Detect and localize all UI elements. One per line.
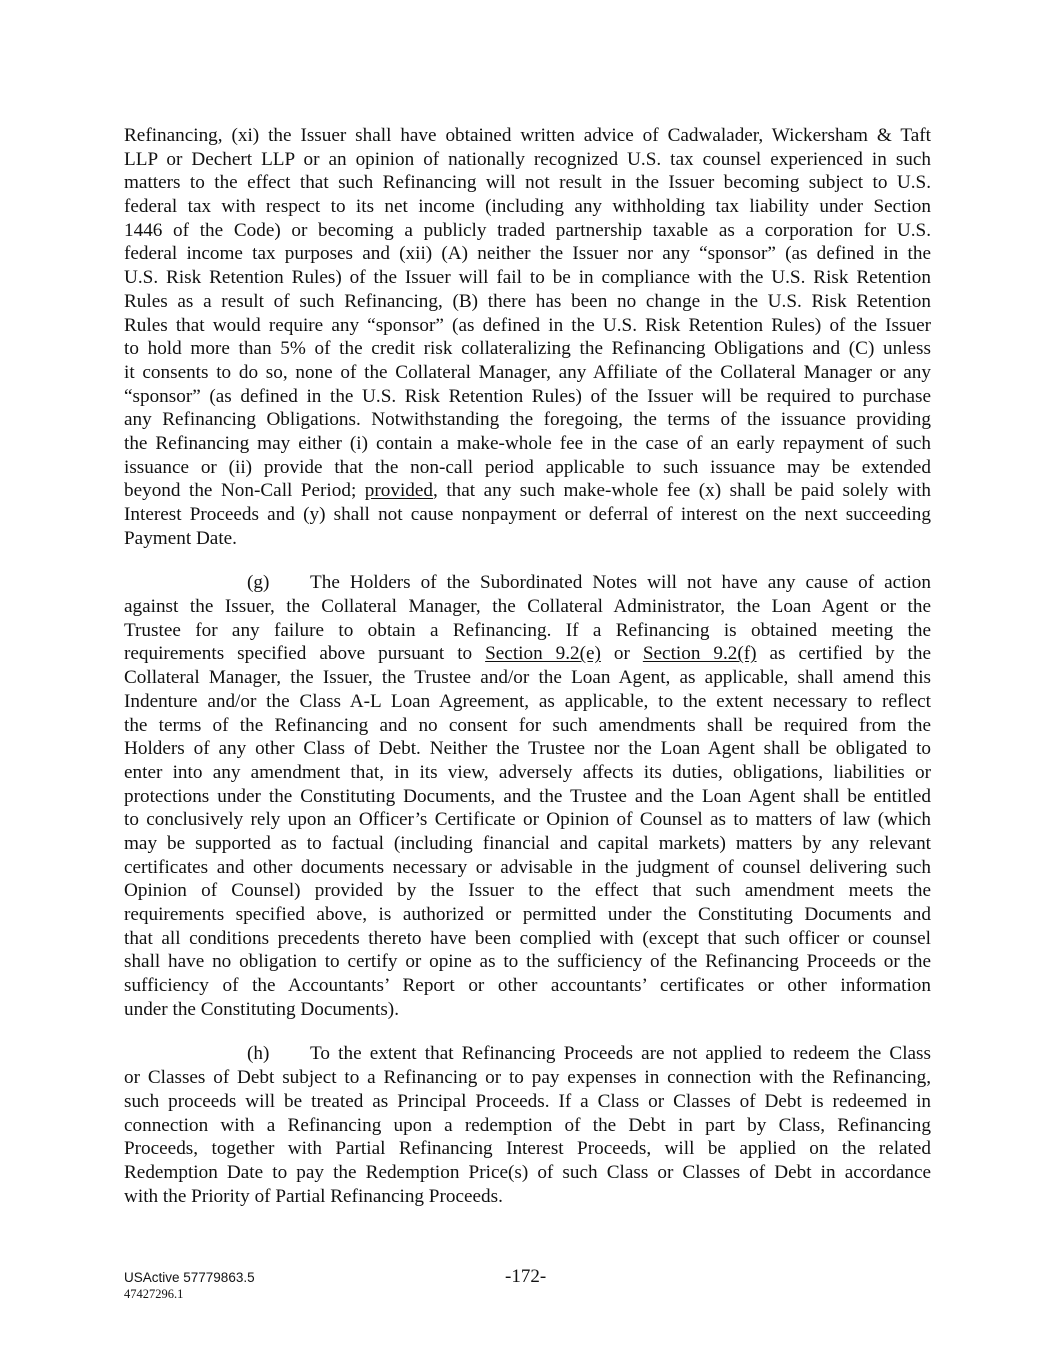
paragraph-h: [124, 1042, 931, 1208]
text-line: to hold more than 5% of the credit risk collateralizing the Refinancing Obligations and (C) unless: [124, 338, 931, 360]
text-line: with the Priority of Partial Refinancing Proceeds.: [124, 1185, 503, 1207]
text-line: shall have no obligation to certify or opine as to the sufficiency of the Refinancing Proceeds or the: [124, 951, 931, 973]
text-line: Rules as a result of such Refinancing, (B) there has been no change in the U.S. Risk Retention: [124, 290, 931, 312]
text-line: Interest Proceeds and (y) shall not cause nonpayment or deferral of interest on the next succeeding: [124, 504, 931, 525]
text-segment: The Holders of the Subordinated Notes will not have any cause of action: [310, 572, 931, 594]
text-line: may be supported as to factual (including financial and capital markets) matters by any relevant: [124, 832, 931, 854]
text-line: LLP or Dechert LLP or an opinion of nationally recognized U.S. tax counsel experienced in such: [124, 148, 931, 170]
paragraph-label: (g): [247, 572, 270, 594]
text-line: matters to the effect that such Refinancing will not result in the Issuer becoming subject to U.S.: [124, 172, 931, 194]
text-line: requirements specified above, is authorized or permitted under the Constituting Documents and: [124, 904, 931, 925]
text-line: Holders of any other Class of Debt. Neither the Trustee nor the Loan Agent shall be obligated to: [124, 738, 931, 760]
text-line: certificates and other documents necessary or advisable in the judgment of counsel delivering such: [124, 856, 931, 878]
text-line: Collateral Manager, the Issuer, the Trustee and/or the Loan Agent, as applicable, shall amend this: [124, 667, 931, 689]
text-line: Indenture and/or the Class A-L Loan Agreement, as applicable, to the extent necessary to reflect: [124, 690, 931, 712]
text-line: any Refinancing Obligations. Notwithstanding the foregoing, the terms of the issuance providing: [124, 409, 931, 431]
text-line: issuance or (ii) provide that the non-call period applicable to such issuance may be extended: [124, 456, 931, 478]
text-line: sufficiency of the Accountants’ Report or other accountants’ certificates or other information: [124, 975, 931, 997]
text-line: Payment Date.: [124, 527, 237, 549]
text-line: 1446 of the Code) or becoming a publicly traded partnership taxable as a corporation for U.S.: [124, 219, 931, 241]
text-line: to conclusively rely upon an Officer’s Certificate or Opinion of Counsel as to matters of law (which: [124, 809, 931, 831]
footer-document-ids: [124, 1270, 255, 1303]
text-line: the terms of the Refinancing and no consent for such amendments shall be required from the: [124, 714, 931, 736]
text-line: against the Issuer, the Collateral Manager, the Collateral Administrator, the Loan Agent or the: [124, 596, 931, 618]
doc-id-primary: USActive 57779863.5: [124, 1270, 255, 1285]
text-line: the Refinancing may either (i) contain a make-whole fee in the case of an early repayment of such: [124, 432, 931, 454]
text-line: Proceeds, together with Partial Refinancing Interest Proceeds, will be applied on the related: [124, 1138, 931, 1160]
text-segment: To the extent that Refinancing Proceeds are not applied to redeem the Class: [310, 1043, 931, 1065]
text-line: Trustee for any failure to obtain a Refinancing. If a Refinancing is obtained meeting the: [124, 619, 931, 641]
text-line: connection with a Refinancing upon a redemption of the Debt in part by Class, Refinancing: [124, 1114, 931, 1136]
text-segment: beyond the Non-Call Period;: [124, 480, 365, 502]
document-page: [124, 124, 931, 1208]
text-line: Opinion of Counsel) provided by the Issuer to the effect that such amendment meets the: [124, 880, 931, 902]
text-line: U.S. Risk Retention Rules) of the Issuer will fail to be in compliance with the U.S. Risk Retention: [124, 267, 931, 289]
section-reference-link[interactable]: Section 9.2(f): [642, 643, 757, 665]
text-line: [124, 642, 931, 666]
text-line: federal income tax purposes and (xii) (A) neither the Issuer nor any “sponsor” (as defined in the: [124, 243, 931, 265]
paragraph-label: (h): [247, 1043, 270, 1065]
text-segment: , that any such make-whole fee (x) shall be paid solely with: [433, 480, 931, 502]
paragraph-g: [124, 571, 931, 1021]
text-line: Rules that would require any “sponsor” (as defined in the U.S. Risk Retention Rules) of the Issuer: [124, 314, 931, 336]
text-line: “sponsor” (as defined in the U.S. Risk Retention Rules) of the Issuer will be required to purchase: [124, 385, 931, 407]
text-line: [124, 479, 931, 503]
text-line: protections under the Constituting Documents, and the Trustee and the Loan Agent shall be entitled: [124, 785, 931, 807]
text-line: federal tax with respect to its net income (including any withholding tax liability under Section: [124, 196, 931, 218]
text-line: enter into any amendment that, in its view, adversely affects its duties, obligations, liabilities or: [124, 761, 931, 783]
text-segment: or: [600, 643, 643, 665]
text-line: such proceeds will be treated as Principal Proceeds. If a Class or Classes of Debt is redeemed in: [124, 1090, 931, 1112]
text-segment: as certified by the: [756, 643, 931, 665]
text-line: Redemption Date to pay the Redemption Price(s) of such Class or Classes of Debt in accordance: [124, 1161, 931, 1183]
doc-id-secondary: 47427296.1: [124, 1287, 184, 1301]
text-line: Refinancing, (xi) the Issuer shall have obtained written advice of Cadwalader, Wickersham & Taft: [124, 125, 931, 146]
text-line: it consents to do so, none of the Collateral Manager, any Affiliate of the Collateral Manager or any: [124, 361, 931, 383]
page-number: -172-: [505, 1266, 547, 1287]
text-line: or Classes of Debt subject to a Refinancing or to pay expenses in connection with the Refinancing,: [124, 1067, 931, 1089]
text-line: [124, 571, 931, 595]
text-line: [124, 1042, 931, 1066]
text-line: that all conditions precedents thereto have been complied with (except that such officer or counsel: [124, 927, 931, 949]
text-line: under the Constituting Documents).: [124, 998, 399, 1020]
text-segment: requirements specified above pursuant to: [124, 643, 486, 665]
provided-emphasis: provided: [364, 480, 434, 502]
paragraph-f-continued: [124, 124, 931, 550]
section-reference-link[interactable]: Section 9.2(e): [485, 643, 601, 665]
